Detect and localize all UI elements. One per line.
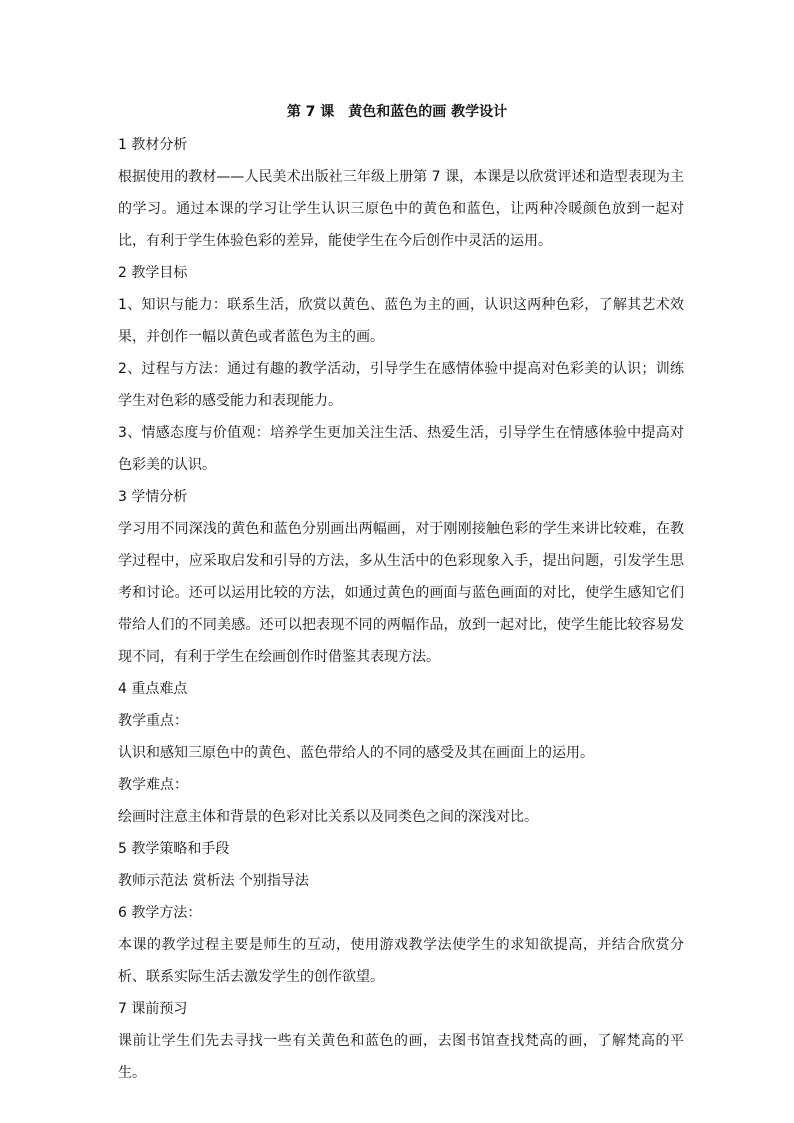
- paragraph: 教学重点：: [118, 713, 188, 729]
- section-heading: 4 重点难点: [118, 681, 188, 697]
- paragraph: 教学难点：: [118, 777, 188, 793]
- paragraph: 根据使用的教材——人民美术出版社三年级上册第 7 课，本课是以欣赏评述和造型表现为主的学习。通过本课的学习让学生认识三原色中的黄色和蓝色，让两种冷暖颜色放到一起对比，有利于学生体验色彩的差异，能使学生在今后创作中灵活的运用。: [118, 169, 684, 249]
- paragraph: 课前让学生们先去寻找一些有关黄色和蓝色的画，去图书馆查找梵高的画，了解梵高的平生。: [118, 1033, 684, 1081]
- paragraph: 2、过程与方法：通过有趣的教学活动，引导学生在感情体验中提高对色彩美的认识；训练学生对色彩的感受能力和表现能力。: [118, 361, 684, 409]
- document-title: 第 7 课 黄色和蓝色的画 教学设计: [286, 104, 508, 120]
- paragraph: 教师示范法 赏析法 个别指导法: [118, 873, 309, 889]
- section-heading: 6 教学方法：: [118, 905, 202, 921]
- document-body: [118, 129, 684, 1089]
- paragraph: 绘画时注意主体和背景的色彩对比关系以及同类色之间的深浅对比。: [118, 809, 538, 825]
- paragraph: 本课的教学过程主要是师生的互动，使用游戏教学法使学生的求知欲提高，并结合欣赏分析、联系实际生活去激发学生的创作欲望。: [118, 937, 684, 985]
- section-heading: 2 教学目标: [118, 265, 188, 281]
- paragraph: 1、知识与能力：联系生活，欣赏以黄色、蓝色为主的画，认识这两种色彩，了解其艺术效果，并创作一幅以黄色或者蓝色为主的画。: [118, 297, 684, 345]
- paragraph: 学习用不同深浅的黄色和蓝色分别画出两幅画，对于刚刚接触色彩的学生来讲比较难，在教学过程中，应采取启发和引导的方法，多从生活中的色彩现象入手，提出问题，引发学生思考和讨论。还可以运用比较的方法，如通过黄色的画面与蓝色画面的对比，使学生感知它们带给人们的不同美感。还可以把表现不同的两幅作品，放到一起对比，使学生能比较容易发现不同，有利于学生在绘画创作时借鉴其表现方法。: [118, 521, 684, 665]
- section-heading: 5 教学策略和手段: [118, 841, 230, 857]
- section-heading: 1 教材分析: [118, 137, 188, 153]
- section-heading: 3 学情分析: [118, 489, 188, 505]
- paragraph: 3、情感态度与价值观：培养学生更加关注生活、热爱生活，引导学生在情感体验中提高对色彩美的认识。: [118, 425, 684, 473]
- section-heading: 7 课前预习: [118, 1001, 188, 1017]
- paragraph: 认识和感知三原色中的黄色、蓝色带给人的不同的感受及其在画面上的运用。: [118, 745, 594, 761]
